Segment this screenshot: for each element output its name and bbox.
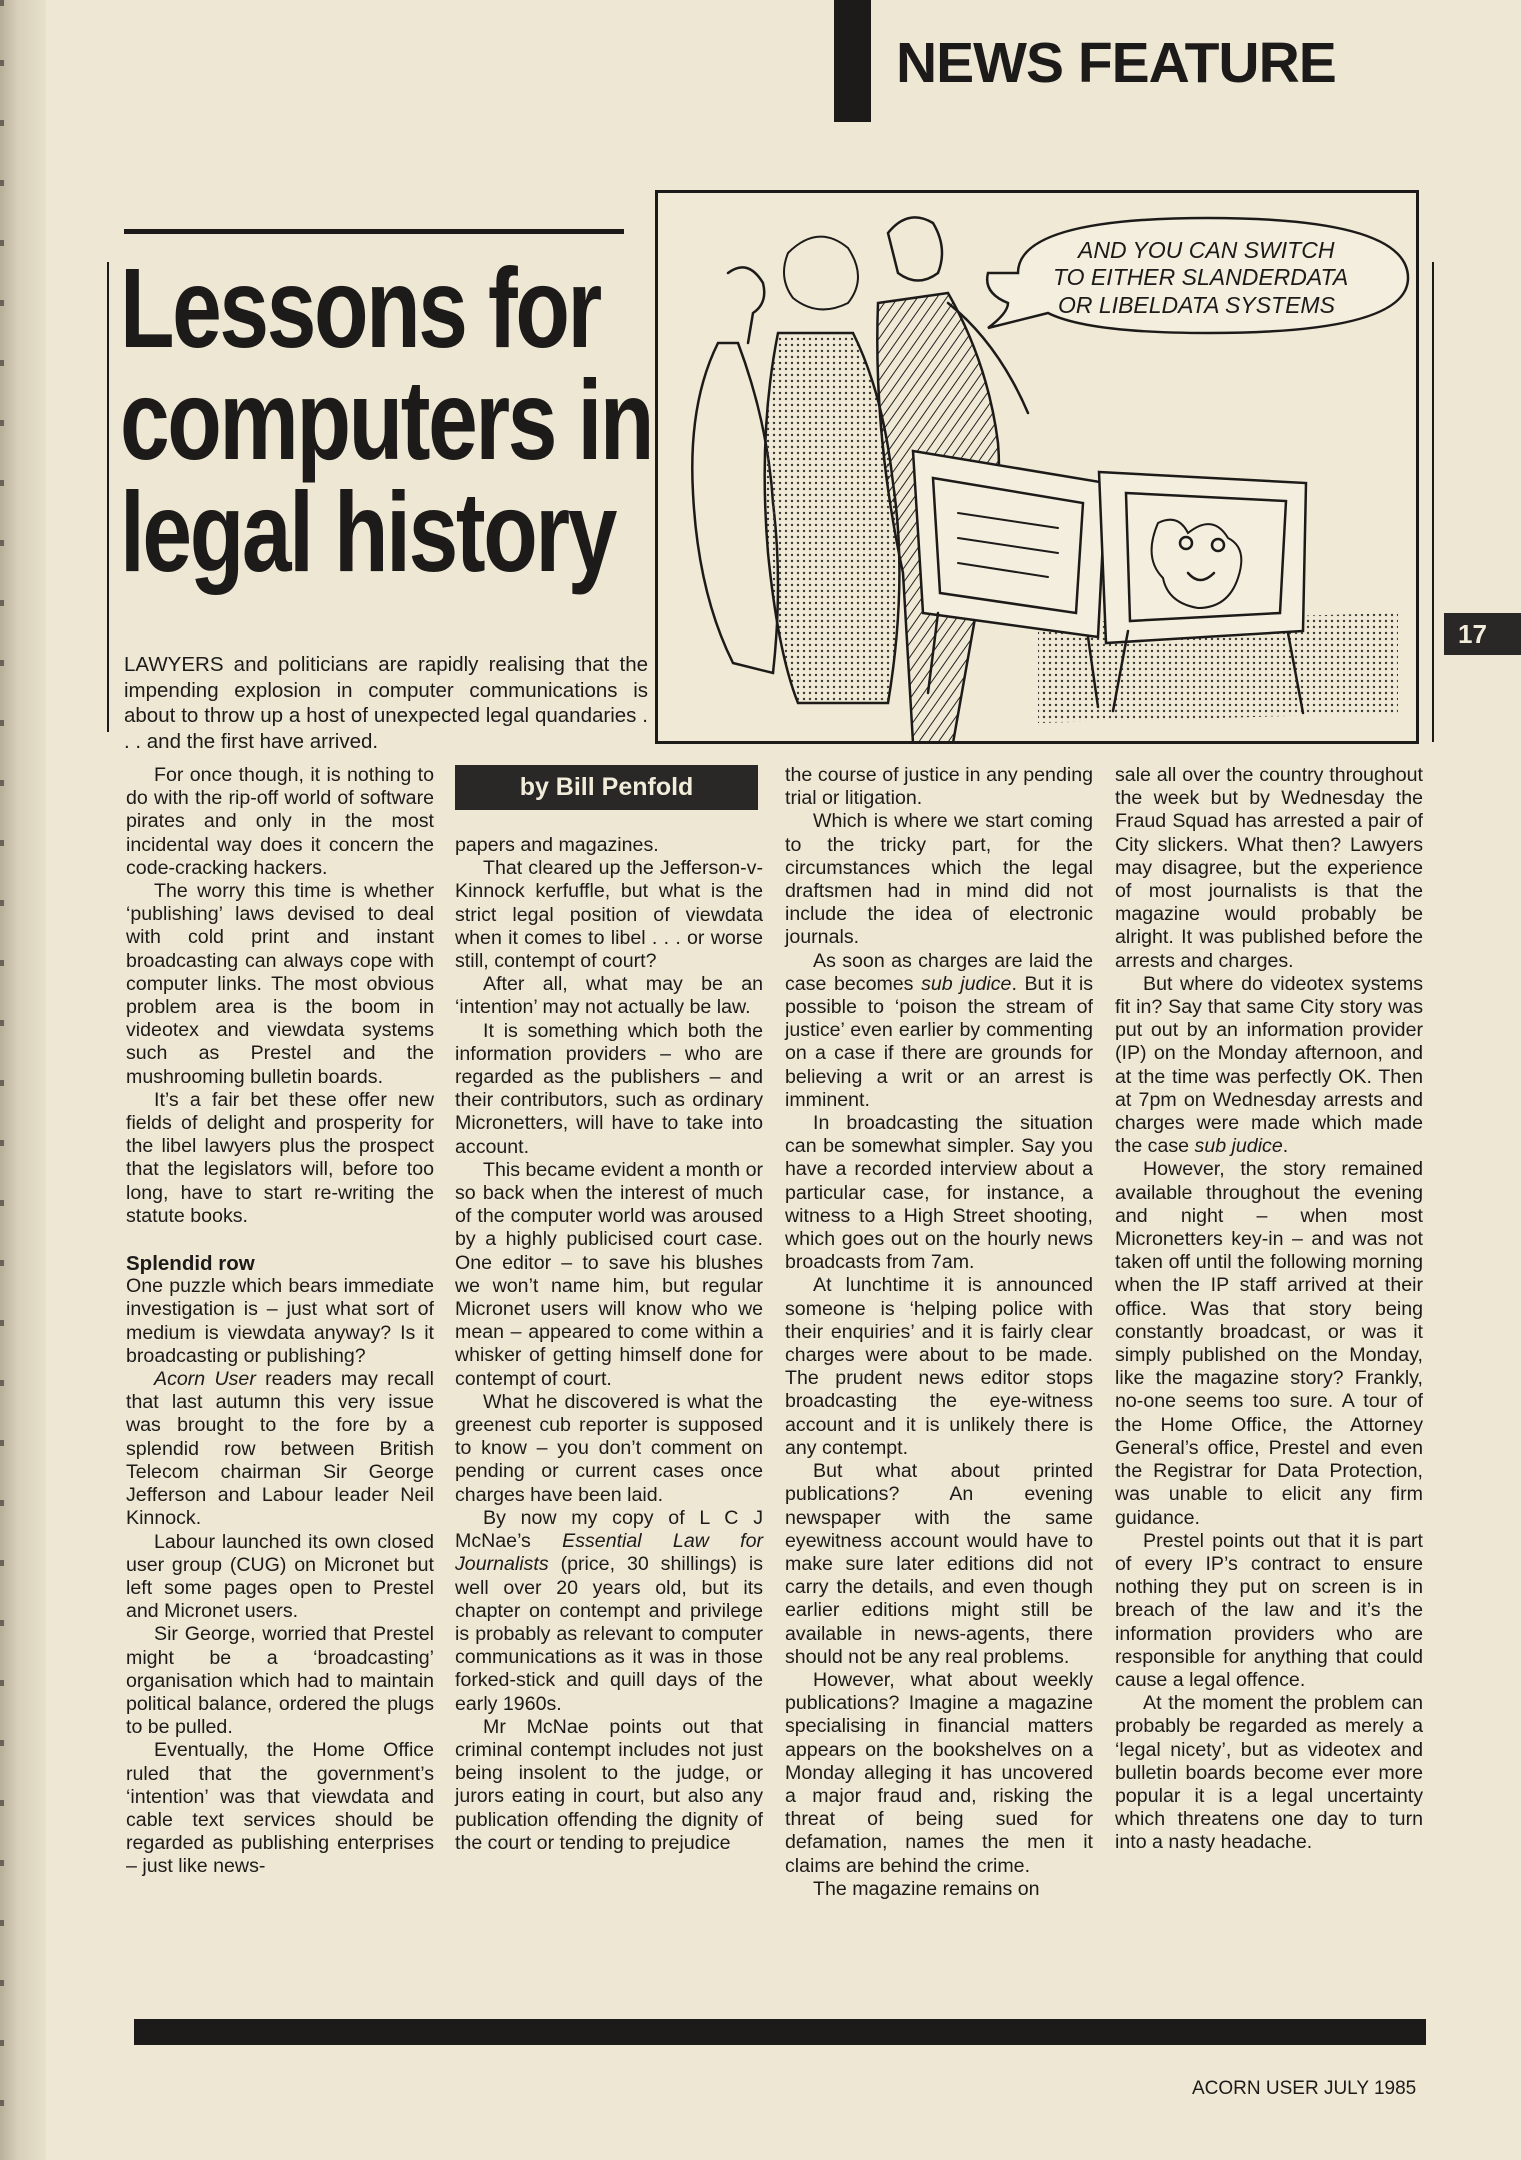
speech-text: AND YOU CAN SWITCH bbox=[1078, 237, 1335, 263]
article-title bbox=[120, 245, 653, 595]
article-paragraph bbox=[126, 1275, 434, 1368]
paragraph-text: Sir George, worried that Prestel might be a ‘broadcasting’ organisation which had to maintain political balance, ordered the plugs to be pulled. bbox=[126, 1623, 434, 1739]
article-column bbox=[455, 834, 763, 1855]
paragraph-text: papers and magazines. bbox=[455, 834, 659, 856]
paragraph-text: Splendid row bbox=[126, 1252, 255, 1276]
article-paragraph bbox=[455, 1159, 763, 1391]
article-paragraph bbox=[785, 810, 1093, 949]
paragraph-text: But what about printed publications? An evening newspaper with the same eyewitness account would have to make sure later editions did not carry the details, and even though earlier editions might still be available in news-agents, there should not be any real problems. bbox=[785, 1460, 1093, 1668]
paragraph-text: Prestel points out that it is part of every IP’s contract to ensure nothing they put on screen is in breach of the law and it’s the information providers who are responsible for anything that could cause a legal offence. bbox=[1115, 1529, 1423, 1691]
paragraph-text: The magazine remains on bbox=[813, 1877, 1040, 1900]
paragraph-text: Mr McNae points out that criminal contempt includes not just being insolent to the judge, or jurors eating in court, but also any publication offending the dignity of the court or tending to prejudice bbox=[455, 1715, 763, 1854]
paragraph-text: sale all over the country throughout the week but by Wednesday the Fraud Squad has arrested a pair of City slickers. What then? Lawyers may disagree, but the experience of most journalists is that the magazine would probably be alright. It was published before the arrests and charges. bbox=[1115, 764, 1423, 972]
title-line: legal history bbox=[120, 469, 616, 595]
article-paragraph bbox=[785, 764, 1093, 810]
article-paragraph bbox=[126, 1089, 434, 1228]
title-line: computers in bbox=[120, 357, 653, 483]
paragraph-text: It is something which both the information providers – who are regarded as the publishers – and their contributors, such as ordinary Micronetters, will have to take into account. bbox=[455, 1019, 763, 1158]
italic-text: Essential Law for Journalists bbox=[455, 1530, 763, 1576]
paragraph-text: At the moment the problem can probably be regarded as merely a ‘legal nicety’, but as videotex and bulletin boards become ever more popular it is a legal uncertainty which threatens one day to turn into a nasty headache. bbox=[1115, 1692, 1423, 1854]
paragraph-text: What he discovered is what the greenest cub reporter is supposed to know – you don’t comment on pending or current cases once charges have been laid. bbox=[455, 1390, 763, 1506]
article-column bbox=[785, 764, 1093, 1901]
paragraph-text: the course of justice in any pending trial or litigation. bbox=[785, 764, 1093, 810]
section-marker-bar bbox=[834, 0, 871, 122]
italic-text: sub judice bbox=[921, 972, 1012, 995]
article-paragraph bbox=[455, 1716, 763, 1855]
article-paragraph bbox=[1115, 764, 1423, 973]
page-binding-shadow bbox=[0, 0, 46, 2160]
article-paragraph bbox=[455, 973, 763, 1019]
article-standfirst: LAWYERS and politicians are rapidly realising that the impending explosion in computer communications is about to throw up a host of unexpected legal quandaries . . . and the first have arrived. bbox=[124, 653, 648, 753]
article-paragraph bbox=[1115, 973, 1423, 1159]
title-line: Lessons for bbox=[120, 245, 600, 371]
paragraph-text: By now my copy of L C J McNae’s bbox=[455, 1506, 763, 1553]
article-paragraph bbox=[455, 1391, 763, 1507]
article-column bbox=[1115, 764, 1423, 1855]
article-column bbox=[126, 764, 434, 1879]
italic-text: Acorn User bbox=[154, 1368, 256, 1391]
italic-text: sub judice bbox=[1194, 1135, 1283, 1158]
paragraph-text: . bbox=[1282, 1135, 1289, 1158]
byline: by Bill Penfold bbox=[455, 765, 758, 810]
paragraph-text: Eventually, the Home Office ruled that the government’s ‘intention’ was that viewdata and cable text services should be regarded as publishing enterprises – just like news- bbox=[126, 1739, 434, 1878]
paragraph-text: The worry this time is whether ‘publishing’ laws devised to deal with cold print and instant broadcasting can always cope with computer links. The most obvious problem area is the boom in videotex and viewdata systems such as Prestel and the mushrooming bulletin boards. bbox=[126, 880, 434, 1088]
article-paragraph bbox=[126, 1368, 434, 1530]
article-paragraph bbox=[785, 1669, 1093, 1878]
article-paragraph bbox=[126, 1739, 434, 1878]
binding-edge bbox=[0, 0, 4, 2160]
footer-bar bbox=[134, 2019, 1426, 2045]
title-rule bbox=[124, 229, 624, 234]
article-paragraph bbox=[455, 1507, 763, 1716]
article-paragraph bbox=[126, 1531, 434, 1624]
paragraph-text: However, the story remained available throughout the evening and night – when most Micronetters key-in – and was not taken off until the following morning when the IP staff arrived at their office. Was that story being constantly broadcast, or was it simply published on the Monday, like the magazine story? Frankly, no-one seems too sure. A tour of the Home Office, the Attorney General’s office, Prestel and even the Registrar for Data Protection, was unable to elicit any firm guidance. bbox=[1115, 1158, 1423, 1529]
paragraph-text: Labour launched its own closed user group (CUG) on Micronet but left some pages open to Prestel and Micronet users. bbox=[126, 1530, 434, 1623]
article-paragraph bbox=[126, 1623, 434, 1739]
cartoon-drawing bbox=[658, 193, 1416, 741]
paragraph-text: That cleared up the Jefferson-v-Kinnock kerfuffle, but what is the strict legal position of viewdata when it comes to libel . . . or worse still, contempt of court? bbox=[455, 857, 763, 973]
article-paragraph bbox=[455, 834, 763, 857]
article-paragraph bbox=[785, 1274, 1093, 1460]
article-paragraph bbox=[785, 950, 1093, 1112]
article-paragraph bbox=[455, 1020, 763, 1159]
speech-text: TO EITHER SLANDERDATA bbox=[1053, 264, 1349, 290]
section-heading: NEWS FEATURE bbox=[896, 31, 1336, 95]
paragraph-text: . But it is possible to ‘poison the stream of justice’ even earlier by commenting on a case if there are grounds for believing a writ or an arrest is imminent. bbox=[785, 972, 1093, 1111]
paragraph-text: This became evident a month or so back when the interest of much of the computer world was aroused by a highly publicised court case. One editor – to save his blushes we won’t name him, but regular Micronet users will know who we mean – appeared to come within a whisker of getting himself done for contempt of court. bbox=[455, 1158, 763, 1390]
article-paragraph bbox=[1115, 1530, 1423, 1692]
magazine-issue-footer: ACORN USER JULY 1985 bbox=[1192, 2078, 1417, 2099]
article-paragraph bbox=[455, 857, 763, 973]
column-rule bbox=[107, 262, 109, 732]
article-paragraph bbox=[785, 1112, 1093, 1274]
article-paragraph bbox=[785, 1460, 1093, 1669]
paragraph-text: But where do videotex systems fit in? Say that same City story was put out by an information provider (IP) on the Monday afternoon, and at the time was perfectly OK. Then at 7pm on Wednesday arrests and charges were made which made the case bbox=[1115, 972, 1423, 1158]
paragraph-text: (price, 30 shillings) is well over 20 years old, but its chapter on contempt and privilege is probably as relevant to computer communications as it was in those forked-stick and quill days of the early 1960s. bbox=[455, 1553, 763, 1715]
paragraph-text: Which is where we start coming to the tricky part, for the circumstances which the legal draftsmen had in mind did not include the idea of electronic journals. bbox=[785, 810, 1093, 949]
paragraph-text: In broadcasting the situation can be somewhat simpler. Say you have a recorded interview about a particular case, for instance, a witness to a High Street shooting, which goes out on the hourly news broadcasts from 7am. bbox=[785, 1112, 1093, 1274]
cartoon-illustration bbox=[655, 190, 1419, 744]
article-paragraph bbox=[1115, 1158, 1423, 1529]
paragraph-text: As soon as charges are laid the case becomes bbox=[785, 949, 1093, 995]
page-number: 17 bbox=[1444, 613, 1521, 655]
paragraph-text: readers may recall that last autumn this very issue was brought to the fore by a splendid row between British Telecom chairman Sir George Jefferson and Labour leader Neil Kinnock. bbox=[126, 1368, 435, 1530]
article-paragraph bbox=[1115, 1692, 1423, 1854]
paragraph-text: After all, what may be an ‘intention’ may not actually be law. bbox=[455, 973, 763, 1019]
paragraph-text: It’s a fair bet these offer new fields of delight and prosperity for the libel lawyers plus the prospect that the legislators will, before too long, have to start re-writing the statute books. bbox=[126, 1088, 434, 1227]
paragraph-text: One puzzle which bears immediate investigation is – just what sort of medium is viewdata anyway? Is it broadcasting or publishing? bbox=[126, 1275, 434, 1367]
subheading bbox=[126, 1252, 434, 1275]
article-paragraph bbox=[785, 1878, 1093, 1901]
paragraph-text: However, what about weekly publications? Imagine a magazine specialising in financial matters appears on the bookshelves on a Monday alleging it has uncovered a major fraud and, risking the threat of being sued for defamation, names the men it claims are behind the crime. bbox=[785, 1668, 1093, 1877]
article-paragraph bbox=[126, 880, 434, 1089]
article-paragraph bbox=[126, 764, 434, 880]
paragraph-text: At lunchtime it is announced someone is ‘helping police with their enquiries’ and it is fairly clear charges were about to be made. The prudent news editor stops broadcasting the eye-witness account and it is unlikely there is any contempt. bbox=[785, 1274, 1093, 1459]
column-rule bbox=[1432, 262, 1434, 742]
paragraph-text: For once though, it is nothing to do with the rip-off world of software pirates and only in the most incidental way does it concern the code-cracking hackers. bbox=[126, 764, 434, 879]
speech-text: OR LIBELDATA SYSTEMS bbox=[1058, 292, 1335, 318]
